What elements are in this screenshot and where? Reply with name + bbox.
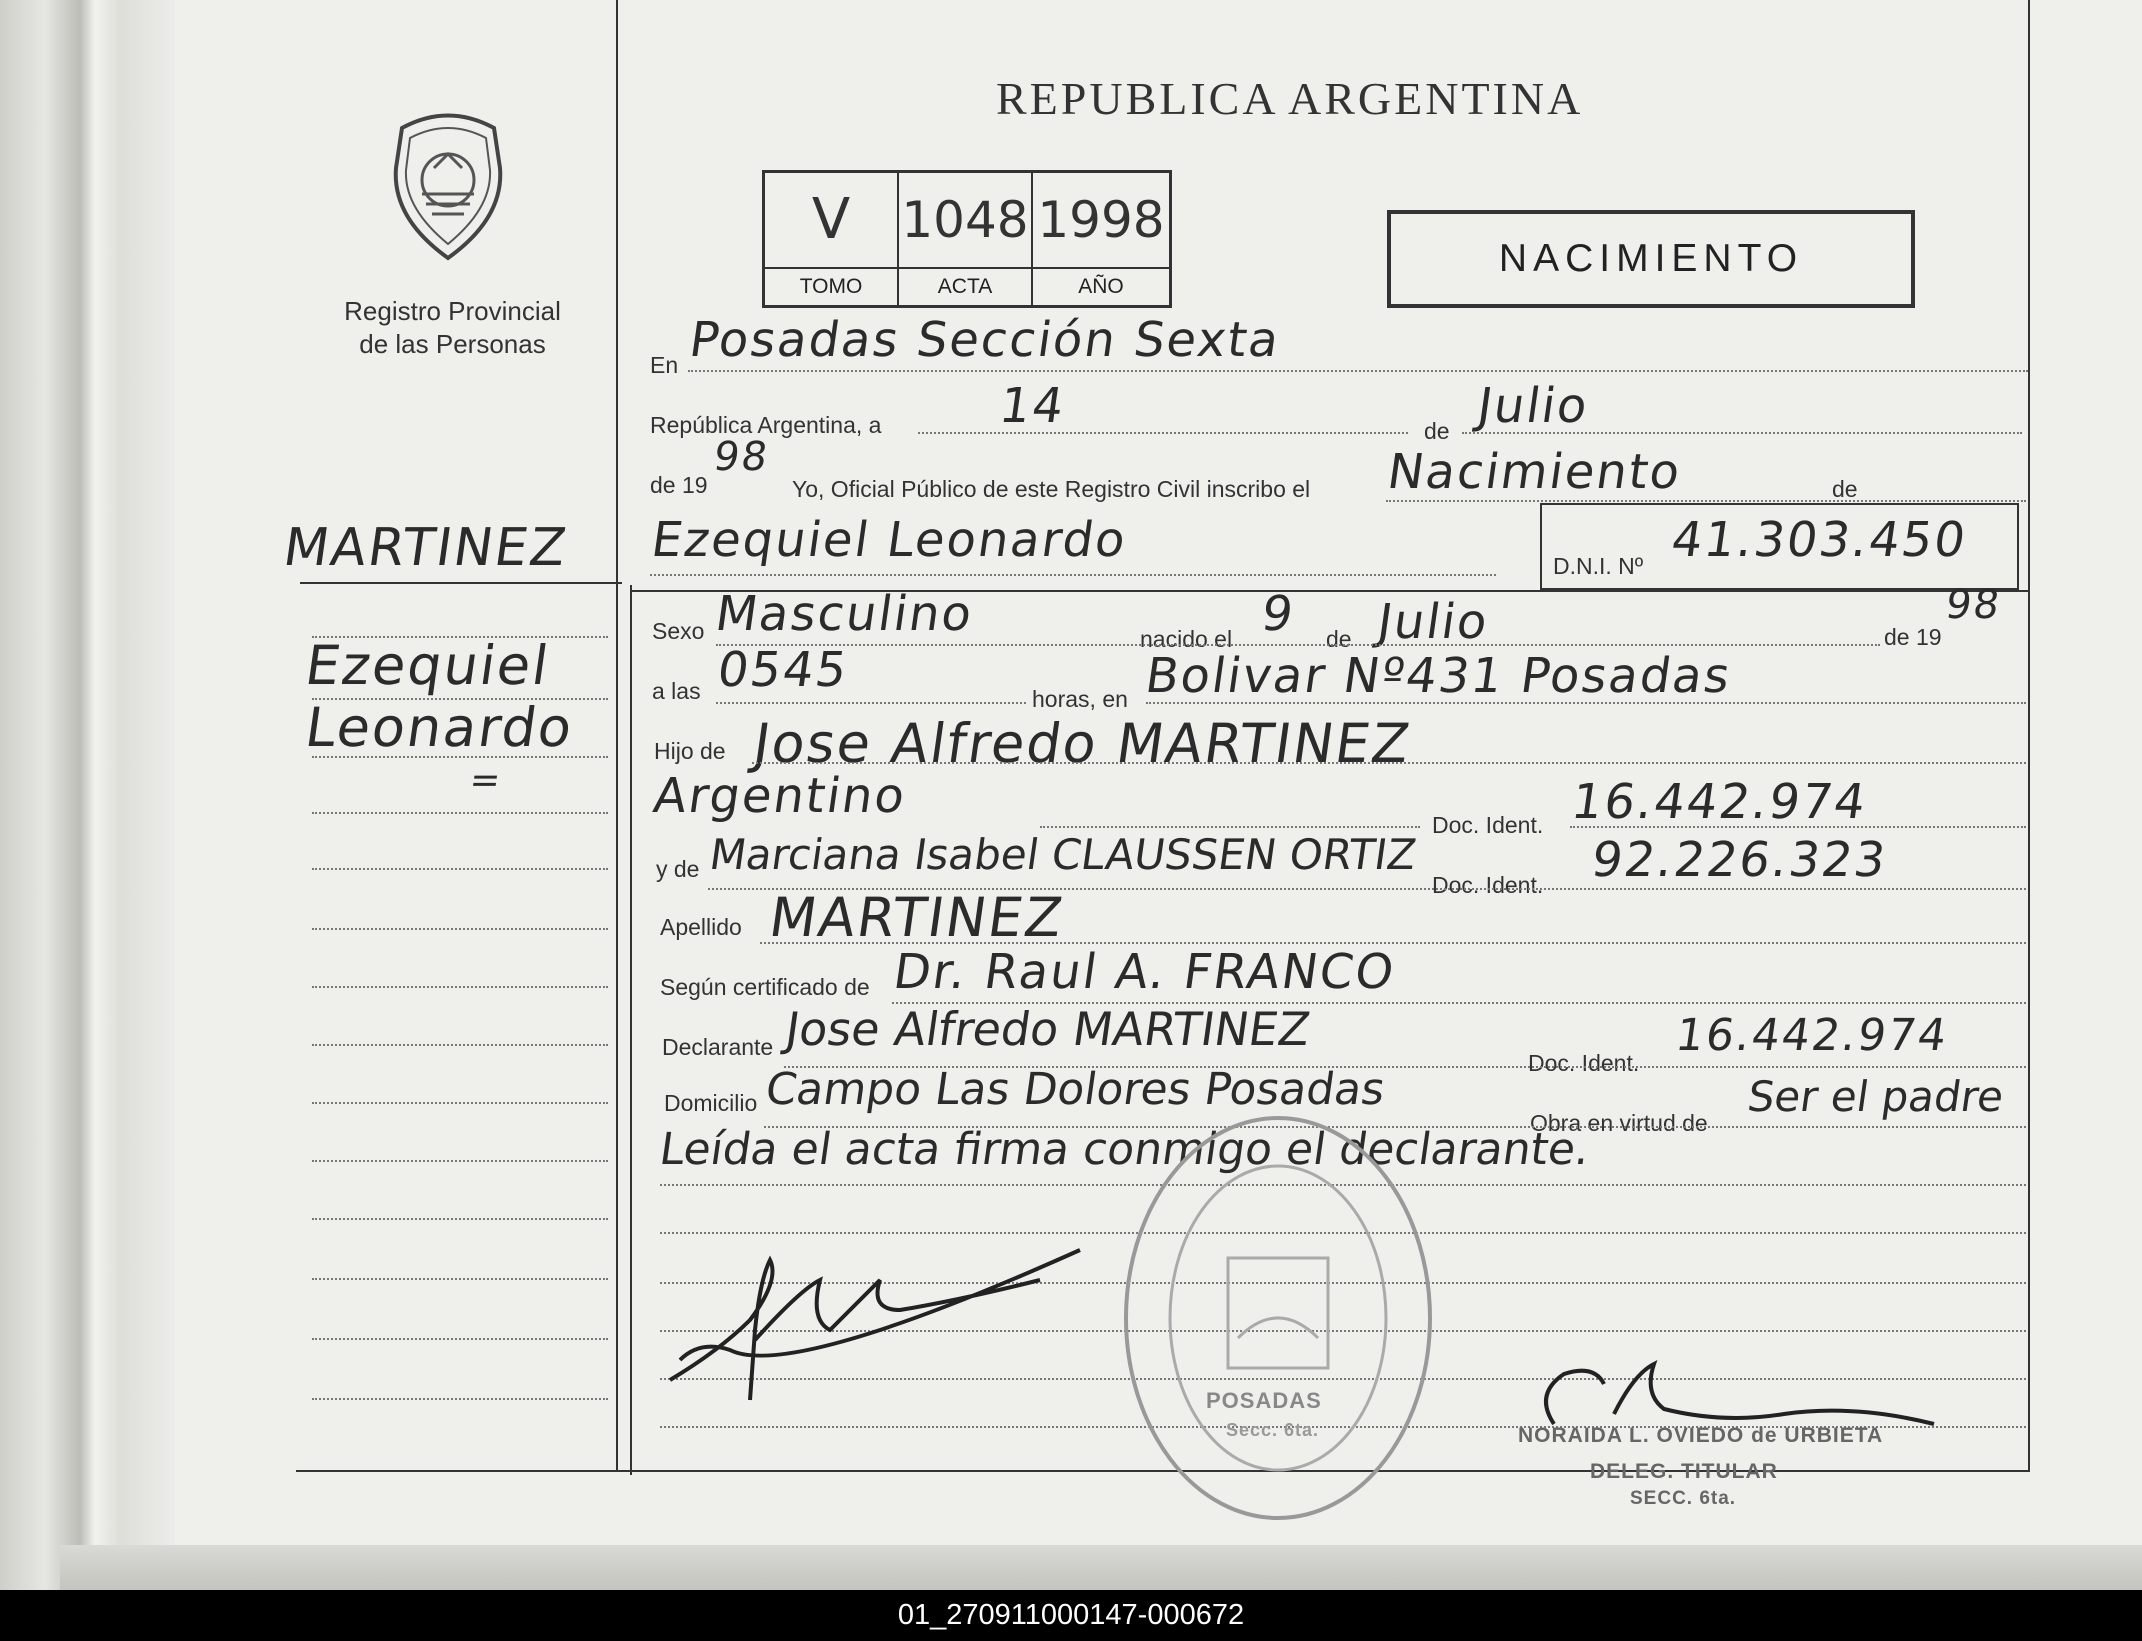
de-label-2: de bbox=[1832, 476, 1858, 502]
margin-line bbox=[312, 868, 608, 870]
book-binding-edge bbox=[0, 0, 175, 1590]
official-text: Yo, Oficial Público de este Registro Civil inscribo el bbox=[792, 476, 1311, 502]
nationality-line bbox=[1040, 826, 1420, 828]
obra-label: Obra en virtud de bbox=[1530, 1110, 1708, 1136]
sexo-label: Sexo bbox=[652, 618, 705, 644]
seal-section: Secc. 6ta. bbox=[1226, 1420, 1320, 1440]
day-line bbox=[918, 432, 1408, 434]
en-label: En bbox=[650, 352, 679, 378]
declarante-value: Jose Alfredo MARTINEZ bbox=[782, 1002, 1314, 1056]
right-border bbox=[2028, 0, 2030, 1470]
obra-value: Ser el padre bbox=[1744, 1072, 2007, 1121]
margin-given-1: Ezequiel bbox=[301, 634, 554, 697]
margin-line bbox=[312, 1218, 608, 1220]
en-line bbox=[688, 370, 2028, 372]
margin-line bbox=[312, 928, 608, 930]
birth-day: 9 bbox=[1258, 586, 1299, 642]
margin-line bbox=[312, 1398, 608, 1400]
margin-line bbox=[312, 1044, 608, 1046]
margin-line bbox=[312, 1102, 608, 1104]
mother-name: Marciana Isabel CLAUSSEN ORTIZ bbox=[706, 830, 1420, 879]
inner-column-border bbox=[630, 585, 632, 1475]
dni-label: D.N.I. Nº bbox=[1553, 553, 1644, 579]
hour-line bbox=[716, 702, 1026, 704]
doc-label: Doc. Ident. bbox=[1432, 812, 1544, 838]
month-value: Julio bbox=[1474, 378, 1593, 434]
inscribo-line bbox=[1386, 500, 2026, 502]
de19-label-2: de 19 bbox=[1884, 624, 1942, 650]
margin-surname: MARTINEZ bbox=[279, 518, 572, 578]
segun-label: Según certificado de bbox=[660, 974, 870, 1000]
birth-line bbox=[716, 644, 1880, 646]
official-seal-icon bbox=[1118, 1108, 1438, 1528]
hijo-label: Hijo de bbox=[654, 738, 726, 764]
republica-label: República Argentina, a bbox=[650, 412, 882, 438]
father-doc: 16.442.974 bbox=[1568, 774, 1871, 830]
closing-text: Leída el acta firma conmigo el declarante. bbox=[656, 1124, 1593, 1175]
margin-given-2: Leonardo bbox=[301, 696, 578, 759]
birth-month: Julio bbox=[1374, 594, 1493, 650]
footer-id: 01_270911000147-000672 bbox=[897, 1599, 1245, 1631]
horas-label: horas, en bbox=[1032, 686, 1128, 712]
declarante-doc: 16.442.974 bbox=[1672, 1010, 1952, 1061]
certificado-value: Dr. Raul A. FRANCO bbox=[890, 944, 1400, 1000]
nacido-label: nacido el bbox=[1140, 626, 1233, 652]
day-value: 14 bbox=[996, 378, 1070, 434]
margin-line bbox=[312, 986, 608, 988]
tomo-label: TOMO bbox=[765, 267, 899, 305]
de19-label: de 19 bbox=[650, 472, 708, 498]
yde-label: y de bbox=[656, 856, 700, 882]
name-line bbox=[650, 574, 1496, 576]
officer-name-stamp: NORAIDA L. OVIEDO de URBIETA bbox=[1518, 1424, 1884, 1447]
registry-line-2: de las Personas bbox=[359, 329, 546, 359]
apellido-label: Apellido bbox=[660, 914, 742, 940]
declarante-label: Declarante bbox=[662, 1034, 774, 1060]
registry-line-1: Registro Provincial bbox=[344, 296, 561, 326]
declarant-signature bbox=[660, 1240, 1100, 1410]
left-column-border bbox=[616, 0, 618, 1472]
sexo-value: Masculino bbox=[712, 586, 978, 642]
margin-line bbox=[312, 1160, 608, 1162]
birth-hour: 0545 bbox=[714, 642, 853, 698]
mother-doc: 92.226.323 bbox=[1588, 832, 1891, 888]
father-name: Jose Alfredo MARTINEZ bbox=[749, 712, 1416, 775]
birth-place: Bolivar Nº431 Posadas bbox=[1142, 648, 1736, 704]
margin-name-underline bbox=[300, 582, 622, 584]
father-line bbox=[752, 762, 2026, 764]
apellido-value: MARTINEZ bbox=[765, 886, 1068, 949]
officer-section-stamp: SECC. 6ta. bbox=[1630, 1488, 1737, 1509]
anio-value: 1998 bbox=[1037, 191, 1165, 249]
acta-label: ACTA bbox=[899, 267, 1033, 305]
margin-line bbox=[312, 1338, 608, 1340]
seal-city: POSADAS bbox=[1206, 1388, 1322, 1413]
father-doc-line bbox=[1570, 826, 2026, 828]
registry-name bbox=[325, 295, 580, 361]
record-type-box: NACIMIENTO bbox=[1387, 210, 1915, 308]
margin-line bbox=[312, 756, 608, 758]
page-stack-edge bbox=[60, 1545, 2142, 1590]
birth-year: 98 bbox=[1942, 582, 2005, 628]
page-title: REPUBLICA ARGENTINA bbox=[996, 73, 1584, 124]
tomo-value: V bbox=[765, 173, 899, 267]
place-line bbox=[1146, 702, 2026, 704]
de-label: de bbox=[1424, 418, 1450, 444]
year-value: 98 bbox=[710, 434, 773, 480]
acta-value: 1048 bbox=[899, 173, 1033, 267]
domicilio-value: Campo Las Dolores Posadas bbox=[762, 1064, 1388, 1115]
margin-mark: = bbox=[467, 760, 506, 801]
record-reference-table bbox=[762, 170, 1172, 308]
officer-role-stamp: DELEG. TITULAR bbox=[1590, 1460, 1778, 1483]
footer-id-bar bbox=[0, 1590, 2142, 1641]
en-value: Posadas Sección Sexta bbox=[686, 312, 1285, 368]
margin-line bbox=[312, 812, 608, 814]
doc-label-2: Doc. Ident. bbox=[1432, 872, 1544, 898]
a-las-label: a las bbox=[652, 678, 701, 704]
domicilio-label: Domicilio bbox=[664, 1090, 758, 1116]
inscribo-value: Nacimiento bbox=[1384, 444, 1686, 500]
father-nationality: Argentino bbox=[650, 768, 911, 824]
anio-label: AÑO bbox=[1033, 267, 1169, 305]
name-value: Ezequiel Leonardo bbox=[648, 512, 1131, 568]
doc-label-3: Doc. Ident. bbox=[1528, 1050, 1640, 1076]
dni-value: 41.303.450 bbox=[1668, 512, 1971, 568]
de-label-3: de bbox=[1326, 626, 1352, 652]
margin-line bbox=[312, 1278, 608, 1280]
province-emblem-icon bbox=[382, 108, 514, 264]
